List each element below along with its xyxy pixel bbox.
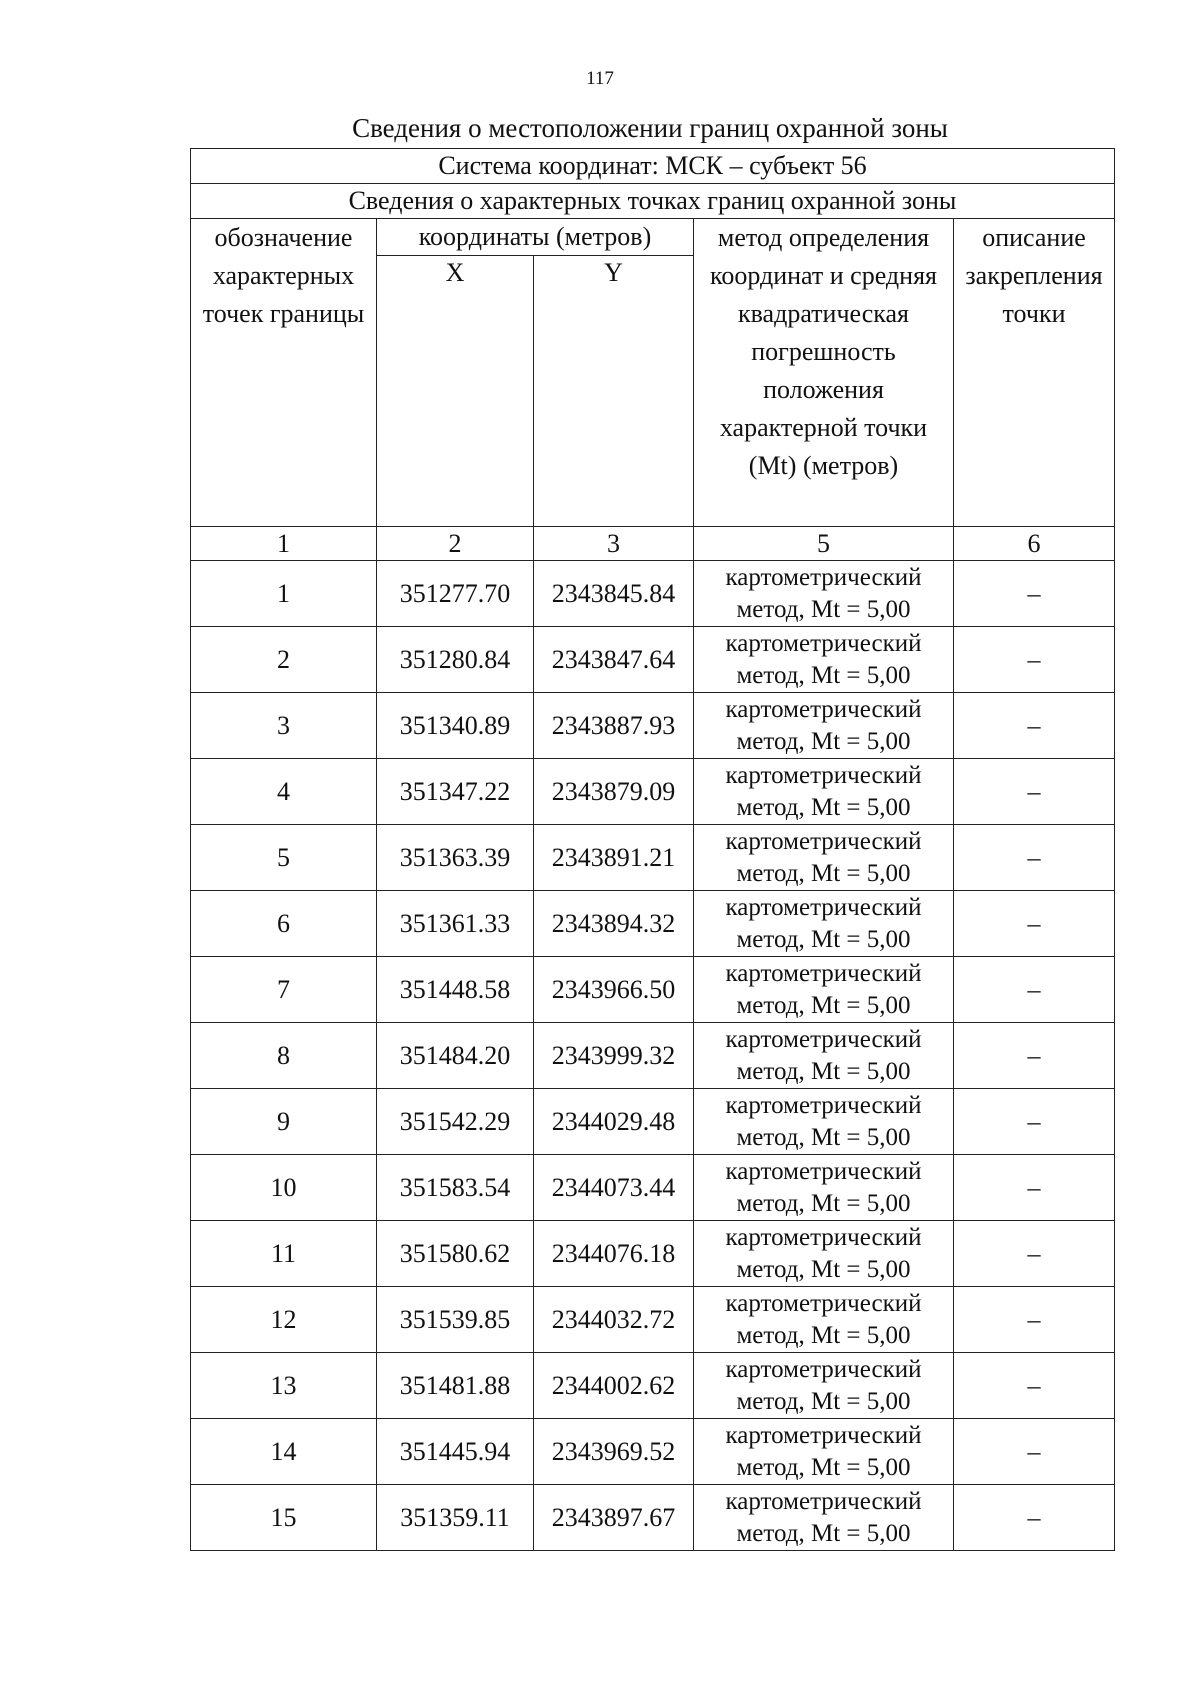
method-line-1: картометрический bbox=[725, 563, 922, 591]
header-method: метод определения координат и средняя квадратическая погрешность положения характерной точки (Mt) (метров) bbox=[694, 219, 954, 527]
coordinate-y: 2343969.52 bbox=[534, 1419, 694, 1485]
table-row bbox=[191, 759, 1115, 825]
method bbox=[694, 1023, 954, 1089]
method-line-2: метод, Mt = 5,00 bbox=[736, 595, 911, 623]
coordinate-y: 2343879.09 bbox=[534, 759, 694, 825]
method-line-2: метод, Mt = 5,00 bbox=[736, 1189, 911, 1217]
column-number: 2 bbox=[377, 527, 534, 561]
method-line-2: метод, Mt = 5,00 bbox=[736, 1123, 911, 1151]
page-number: 117 bbox=[586, 68, 614, 89]
table-row bbox=[191, 1023, 1115, 1089]
point-description: – bbox=[954, 1155, 1115, 1221]
coordinate-y: 2343891.21 bbox=[534, 825, 694, 891]
method-line-1: картометрический bbox=[725, 1223, 922, 1251]
method bbox=[694, 1485, 954, 1551]
method bbox=[694, 891, 954, 957]
table-row bbox=[191, 627, 1115, 693]
point-description: – bbox=[954, 561, 1115, 627]
point-description: – bbox=[954, 1287, 1115, 1353]
method-line-2: метод, Mt = 5,00 bbox=[736, 1255, 911, 1283]
method-line-1: картометрический bbox=[725, 827, 922, 855]
coordinate-system-row bbox=[191, 149, 1115, 184]
coordinate-y: 2343897.67 bbox=[534, 1485, 694, 1551]
method bbox=[694, 1089, 954, 1155]
table-row bbox=[191, 1089, 1115, 1155]
point-number: 3 bbox=[191, 693, 377, 759]
point-description: – bbox=[954, 759, 1115, 825]
method bbox=[694, 759, 954, 825]
method bbox=[694, 825, 954, 891]
method bbox=[694, 1155, 954, 1221]
method-line-2: метод, Mt = 5,00 bbox=[736, 727, 911, 755]
point-description: – bbox=[954, 957, 1115, 1023]
method-line-1: картометрический bbox=[725, 1355, 922, 1383]
method-line-2: метод, Mt = 5,00 bbox=[736, 1321, 911, 1349]
point-description: – bbox=[954, 1419, 1115, 1485]
point-description: – bbox=[954, 891, 1115, 957]
section-title-row bbox=[191, 184, 1115, 219]
method bbox=[694, 957, 954, 1023]
table-row bbox=[191, 693, 1115, 759]
coordinate-y: 2343999.32 bbox=[534, 1023, 694, 1089]
table-row bbox=[191, 1155, 1115, 1221]
method-line-2: метод, Mt = 5,00 bbox=[736, 793, 911, 821]
point-description: – bbox=[954, 1221, 1115, 1287]
method-line-2: метод, Mt = 5,00 bbox=[736, 1453, 911, 1481]
table-row bbox=[191, 561, 1115, 627]
method bbox=[694, 1221, 954, 1287]
header-coordinates: координаты (метров) bbox=[377, 219, 694, 256]
coordinate-x: 351484.20 bbox=[377, 1023, 534, 1089]
header-x: X bbox=[377, 256, 534, 527]
section-title: Сведения о характерных точках границ охранной зоны bbox=[191, 184, 1115, 219]
point-number: 8 bbox=[191, 1023, 377, 1089]
coordinates-table bbox=[190, 148, 1115, 1551]
column-number: 3 bbox=[534, 527, 694, 561]
method-line-2: метод, Mt = 5,00 bbox=[736, 859, 911, 887]
method-line-1: картометрический bbox=[725, 893, 922, 921]
point-number: 14 bbox=[191, 1419, 377, 1485]
method-line-1: картометрический bbox=[725, 629, 922, 657]
table-row bbox=[191, 891, 1115, 957]
coordinate-system: Система координат: МСК – субъект 56 bbox=[191, 149, 1115, 184]
method-line-2: метод, Mt = 5,00 bbox=[736, 1387, 911, 1415]
method bbox=[694, 693, 954, 759]
point-number: 4 bbox=[191, 759, 377, 825]
point-description: – bbox=[954, 1485, 1115, 1551]
document-title: Сведения о местоположении границ охранной зоны bbox=[352, 113, 948, 143]
coordinate-x: 351347.22 bbox=[377, 759, 534, 825]
coordinate-x: 351280.84 bbox=[377, 627, 534, 693]
method-line-1: картометрический bbox=[725, 1091, 922, 1119]
method bbox=[694, 627, 954, 693]
header-y: Y bbox=[534, 256, 694, 527]
point-number: 10 bbox=[191, 1155, 377, 1221]
table-row bbox=[191, 1287, 1115, 1353]
coordinate-y: 2344076.18 bbox=[534, 1221, 694, 1287]
table-row bbox=[191, 1419, 1115, 1485]
column-number: 5 bbox=[694, 527, 954, 561]
coordinate-y: 2343887.93 bbox=[534, 693, 694, 759]
method-line-2: метод, Mt = 5,00 bbox=[736, 1519, 911, 1547]
point-number: 7 bbox=[191, 957, 377, 1023]
coordinate-x: 351340.89 bbox=[377, 693, 534, 759]
point-description: – bbox=[954, 627, 1115, 693]
point-description: – bbox=[954, 825, 1115, 891]
coordinate-y: 2343847.64 bbox=[534, 627, 694, 693]
method-line-2: метод, Mt = 5,00 bbox=[736, 661, 911, 689]
method-line-1: картометрический bbox=[725, 959, 922, 987]
method-line-1: картометрический bbox=[725, 1421, 922, 1449]
coordinate-x: 351363.39 bbox=[377, 825, 534, 891]
table-row bbox=[191, 1353, 1115, 1419]
point-number: 12 bbox=[191, 1287, 377, 1353]
table-row bbox=[191, 1485, 1115, 1551]
coordinate-x: 351448.58 bbox=[377, 957, 534, 1023]
coordinate-x: 351539.85 bbox=[377, 1287, 534, 1353]
method-line-1: картометрический bbox=[725, 761, 922, 789]
method-line-1: картометрический bbox=[725, 695, 922, 723]
table-row bbox=[191, 825, 1115, 891]
method bbox=[694, 1419, 954, 1485]
table-row bbox=[191, 957, 1115, 1023]
coordinate-y: 2343966.50 bbox=[534, 957, 694, 1023]
coordinate-y: 2344002.62 bbox=[534, 1353, 694, 1419]
coordinate-x: 351580.62 bbox=[377, 1221, 534, 1287]
method-line-1: картометрический bbox=[725, 1289, 922, 1317]
coordinate-x: 351583.54 bbox=[377, 1155, 534, 1221]
point-number: 1 bbox=[191, 561, 377, 627]
coordinate-x: 351542.29 bbox=[377, 1089, 534, 1155]
header-row bbox=[191, 219, 1115, 256]
point-number: 11 bbox=[191, 1221, 377, 1287]
point-number: 5 bbox=[191, 825, 377, 891]
coordinate-y: 2343845.84 bbox=[534, 561, 694, 627]
method-line-1: картометрический bbox=[725, 1487, 922, 1515]
method-line-1: картометрический bbox=[725, 1025, 922, 1053]
point-number: 9 bbox=[191, 1089, 377, 1155]
method-line-2: метод, Mt = 5,00 bbox=[736, 925, 911, 953]
coordinate-x: 351445.94 bbox=[377, 1419, 534, 1485]
coordinate-x: 351481.88 bbox=[377, 1353, 534, 1419]
method-line-2: метод, Mt = 5,00 bbox=[736, 1057, 911, 1085]
point-number: 6 bbox=[191, 891, 377, 957]
point-number: 2 bbox=[191, 627, 377, 693]
table-row bbox=[191, 1221, 1115, 1287]
column-number: 1 bbox=[191, 527, 377, 561]
header-point-designation: обозначение характерных точек границы bbox=[191, 219, 377, 527]
coordinate-y: 2344032.72 bbox=[534, 1287, 694, 1353]
header-description: описание закрепления точки bbox=[954, 219, 1115, 527]
point-number: 13 bbox=[191, 1353, 377, 1419]
coordinate-x: 351359.11 bbox=[377, 1485, 534, 1551]
method bbox=[694, 561, 954, 627]
method-line-2: метод, Mt = 5,00 bbox=[736, 991, 911, 1019]
coordinate-y: 2344073.44 bbox=[534, 1155, 694, 1221]
point-description: – bbox=[954, 693, 1115, 759]
column-numbers-row bbox=[191, 527, 1115, 561]
coordinate-y: 2344029.48 bbox=[534, 1089, 694, 1155]
point-description: – bbox=[954, 1023, 1115, 1089]
method-line-1: картометрический bbox=[725, 1157, 922, 1185]
method bbox=[694, 1353, 954, 1419]
point-description: – bbox=[954, 1089, 1115, 1155]
point-description: – bbox=[954, 1353, 1115, 1419]
coordinate-x: 351361.33 bbox=[377, 891, 534, 957]
coordinate-x: 351277.70 bbox=[377, 561, 534, 627]
coordinate-y: 2343894.32 bbox=[534, 891, 694, 957]
point-number: 15 bbox=[191, 1485, 377, 1551]
column-number: 6 bbox=[954, 527, 1115, 561]
method bbox=[694, 1287, 954, 1353]
